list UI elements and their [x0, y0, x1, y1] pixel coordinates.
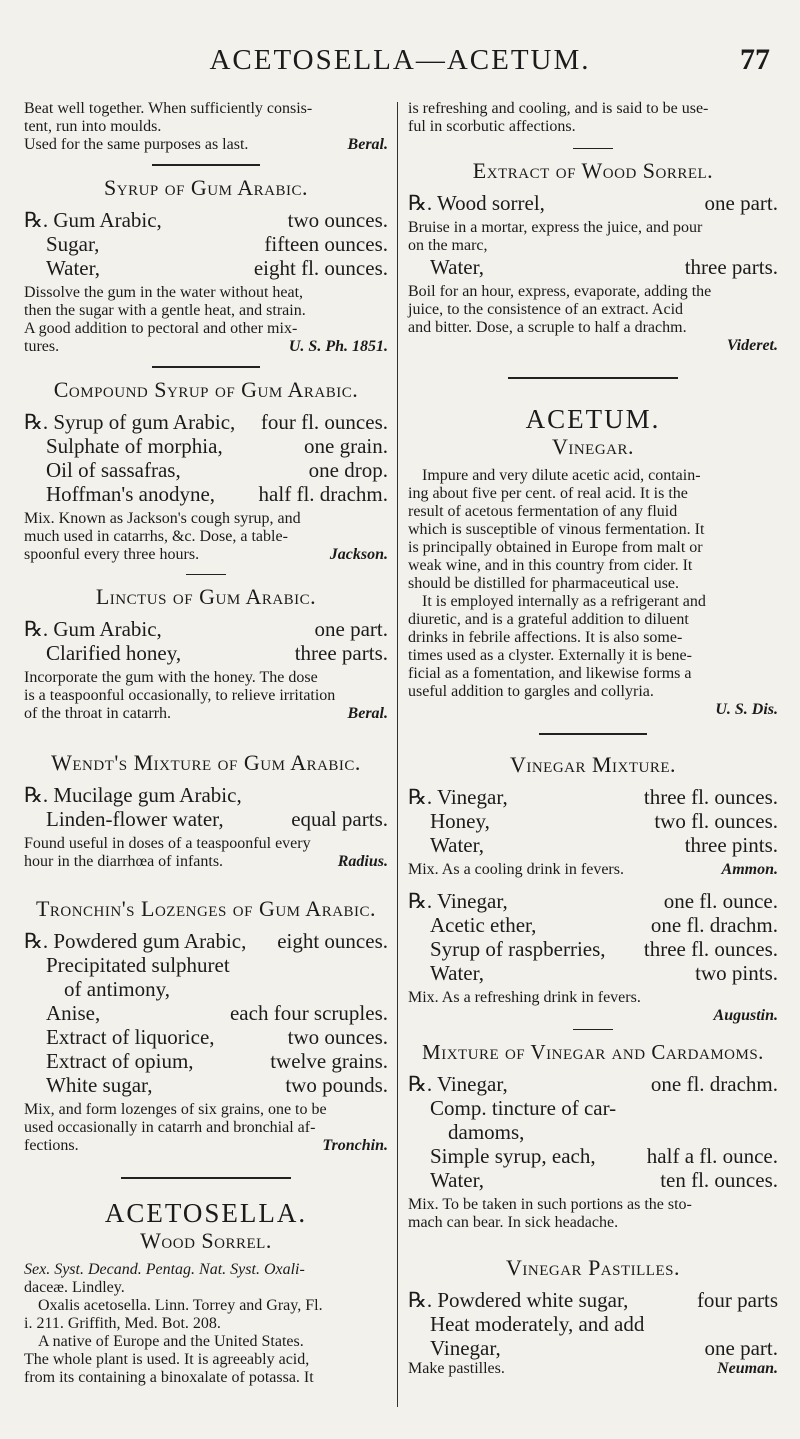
note-with-attribution	[24, 1137, 388, 1155]
recipe-title: Vinegar Pastilles.	[506, 1255, 680, 1280]
text-line: fections.	[24, 1137, 79, 1154]
recipe-notes	[408, 1196, 778, 1232]
ingredient-amount: half fl. drachm.	[258, 482, 388, 506]
recipe-vinegar-cardamoms	[408, 1040, 778, 1232]
ingredient-line	[24, 1001, 388, 1025]
ingredient-amount: four parts	[696, 1288, 778, 1312]
ingredient-amount: twelve grains.	[270, 1049, 388, 1073]
entry-subtitle: Vinegar.	[551, 434, 635, 459]
ingredient-amount: ten fl. ounces.	[660, 1168, 778, 1192]
attribution: Radius.	[337, 853, 388, 870]
text-line: is principally obtained in Europe from malt or	[408, 539, 703, 556]
running-header	[0, 36, 800, 84]
attribution: Beral.	[347, 705, 388, 722]
note-with-attribution	[24, 546, 388, 564]
text-line: on the marc,	[408, 237, 488, 254]
attribution-line	[408, 337, 778, 355]
ingredient-line	[408, 913, 778, 937]
ingredient-amount: eight ounces.	[277, 929, 388, 953]
ingredient-name: ℞. Mucilage gum Arabic,	[24, 783, 242, 807]
text-line: Mix. As a cooling drink in fevers.	[408, 861, 624, 878]
ingredient-line	[408, 1336, 778, 1360]
ingredient-amount: one grain.	[304, 434, 388, 458]
left-column	[24, 100, 388, 1387]
text-line: result of acetous fermentation of any fluid	[408, 503, 678, 520]
text-line: Dissolve the gum in the water without heat,	[24, 284, 304, 301]
entry-acetum	[408, 404, 778, 719]
text-line: used occasionally in catarrh and bronchial af-	[24, 1119, 316, 1136]
ingredient-name: ℞. Vinegar,	[408, 1072, 508, 1096]
section-rule	[152, 164, 260, 166]
ingredient-line	[408, 1072, 778, 1096]
ingredient-line	[24, 208, 388, 232]
ingredient-amount: three parts.	[294, 641, 388, 665]
recipe-wendt-mixture	[24, 751, 388, 871]
recipe-title: Linctus of Gum Arabic.	[95, 584, 317, 609]
ingredient-line	[408, 889, 778, 913]
ingredient-amount: equal parts.	[291, 807, 388, 831]
note-with-attribution	[24, 136, 388, 154]
ingredient-name: Simple syrup, each,	[430, 1144, 596, 1168]
ingredient-line	[408, 937, 778, 961]
section-rule	[152, 366, 260, 368]
ingredient-line	[408, 1288, 778, 1312]
ingredient-name: Extract of opium,	[46, 1049, 194, 1073]
ingredient-name: of antimony,	[64, 977, 170, 1001]
ingredient-amount: two ounces.	[287, 1025, 388, 1049]
note-with-attribution	[408, 1360, 778, 1378]
ingredient-amount: eight fl. ounces.	[253, 256, 388, 280]
text-line: hour in the diarrhœa of infants.	[24, 853, 224, 870]
ingredient-line	[24, 434, 388, 458]
text-line: juice, to the consistence of an extract. Acid	[408, 301, 684, 318]
ingredient-line	[24, 617, 388, 641]
text-line: mach can bear. In sick headache.	[408, 1214, 619, 1231]
attribution: U. S. Ph. 1851.	[288, 338, 388, 355]
ingredient-line	[408, 833, 778, 857]
ingredient-amount: one fl. drachm.	[650, 913, 778, 937]
attribution: Tronchin.	[322, 1137, 388, 1154]
ingredient-name: Water,	[430, 961, 485, 985]
ingredient-name: damoms,	[448, 1120, 525, 1144]
ingredient-line	[24, 482, 388, 506]
ingredient-amount: fifteen ounces.	[264, 232, 388, 256]
recipe-title: Wendt's Mixture of Gum Arabic.	[51, 750, 361, 775]
recipe-title: Extract of Wood Sorrel.	[472, 158, 714, 183]
section-rule	[186, 574, 226, 575]
attribution: U. S. Dis.	[715, 701, 778, 718]
ingredient-name: ℞. Powdered gum Arabic,	[24, 929, 247, 953]
text-line: drinks in febrile affections. It is also some-	[408, 629, 683, 646]
ingredient-name: Water,	[430, 255, 485, 279]
right-column	[408, 100, 778, 1378]
ingredient-line	[408, 255, 778, 279]
ingredient-name: ℞. Vinegar,	[408, 785, 508, 809]
text-line: useful addition to gargles and collyria.	[408, 683, 654, 700]
section-rule	[573, 1029, 613, 1030]
recipe-notes	[408, 219, 778, 255]
text-line: Oxalis acetosella. Linn. Torrey and Gray, Fl.	[38, 1297, 323, 1314]
attribution: Augustin.	[713, 1007, 778, 1024]
intro-text	[408, 100, 778, 136]
ingredient-amount: one fl. ounce.	[663, 889, 778, 913]
ingredient-line	[408, 1144, 778, 1168]
ingredient-name: Anise,	[46, 1001, 101, 1025]
attribution: Ammon.	[721, 861, 778, 878]
recipe-compound-syrup	[24, 378, 388, 564]
ingredient-amount: two fl. ounces.	[654, 809, 778, 833]
text-line: Mix. To be taken in such portions as the sto-	[408, 1196, 692, 1213]
ingredient-amount: two pounds.	[285, 1073, 388, 1097]
ingredient-line	[24, 1049, 388, 1073]
section-rule	[539, 733, 647, 735]
ingredient-name: Comp. tincture of car-	[430, 1096, 617, 1120]
ingredient-name: Sugar,	[46, 232, 100, 256]
ingredient-name: ℞. Syrup of gum Arabic,	[24, 410, 236, 434]
ingredient-amount: two pints.	[695, 961, 778, 985]
ingredient-amount: three pints.	[684, 833, 778, 857]
recipe-notes	[24, 510, 388, 564]
recipe-vinegar-pastilles	[408, 1256, 778, 1378]
recipe-notes	[24, 835, 388, 871]
recipe-title: Mixture of Vinegar and Cardamoms.	[422, 1040, 764, 1064]
ingredient-name: ℞. Vinegar,	[408, 889, 508, 913]
recipe-notes	[24, 669, 388, 723]
ingredient-name: Honey,	[430, 809, 490, 833]
ingredient-amount: half a fl. ounce.	[646, 1144, 778, 1168]
entry-subtitle: Wood Sorrel.	[140, 1228, 272, 1253]
text-line: Sex. Syst. Decand. Pentag. Nat. Syst. Oxali-	[24, 1261, 305, 1278]
text-line: weak wine, and in this country from cider. It	[408, 557, 693, 574]
note-with-attribution	[24, 338, 388, 356]
ingredient-line	[408, 191, 778, 215]
ingredient-name: ℞. Gum Arabic,	[24, 208, 162, 232]
note-with-attribution	[24, 705, 388, 723]
ingredient-amount: one part.	[704, 1336, 778, 1360]
ingredient-name: Vinegar,	[430, 1336, 501, 1360]
ingredient-name: Oil of sassafras,	[46, 458, 181, 482]
text-line: Found useful in doses of a teaspoonful every	[24, 835, 311, 852]
recipe-title: Vinegar Mixture.	[509, 752, 677, 777]
attribution-line	[408, 701, 778, 719]
column-divider	[397, 102, 398, 1407]
text-line: Incorporate the gum with the honey. The dose	[24, 669, 318, 686]
text-line: of the throat in catarrh.	[24, 705, 172, 722]
ingredient-line	[24, 783, 388, 807]
text-line: spoonful every three hours.	[24, 546, 200, 563]
ingredient-name: Sulphate of morphia,	[46, 434, 223, 458]
note-with-attribution	[408, 861, 778, 879]
text-line: daceæ. Lindley.	[24, 1279, 125, 1296]
recipe-extract-wood-sorrel	[408, 159, 778, 355]
recipe-linctus	[24, 585, 388, 723]
text-line: and bitter. Dose, a scruple to half a drachm.	[408, 319, 687, 336]
ingredient-line	[24, 641, 388, 665]
ingredient-line	[24, 1073, 388, 1097]
ingredient-amount: one drop.	[308, 458, 388, 482]
ingredient-line	[24, 410, 388, 434]
ingredient-name: White sugar,	[46, 1073, 153, 1097]
ingredient-name: Heat moderately, and add	[430, 1312, 645, 1336]
ingredient-line	[24, 953, 388, 977]
text-line: Boil for an hour, express, evaporate, adding the	[408, 283, 712, 300]
ingredient-name: Clarified honey,	[46, 641, 182, 665]
ingredient-line	[24, 256, 388, 280]
text-line: is refreshing and cooling, and is said to be use-	[408, 100, 709, 117]
recipe-syrup-gum-arabic	[24, 176, 388, 356]
recipe-title: Tronchin's Lozenges of Gum Arabic.	[35, 896, 377, 921]
text-line: A good addition to pectoral and other mix-	[24, 320, 298, 337]
text-line: tent, run into moulds.	[24, 118, 162, 135]
ingredient-line	[408, 1120, 778, 1144]
page-number: 77	[740, 43, 770, 76]
ingredient-line	[408, 1168, 778, 1192]
ingredient-amount: two ounces.	[287, 208, 388, 232]
text-line: from its containing a binoxalate of potassa. It	[24, 1369, 314, 1386]
recipe-notes	[24, 284, 388, 356]
ingredient-line	[24, 977, 388, 1001]
ingredient-line	[24, 1025, 388, 1049]
text-line: Beat well together. When sufficiently consis-	[24, 100, 313, 117]
ingredient-line	[24, 929, 388, 953]
text-line: much used in catarrhs, &c. Dose, a table-	[24, 528, 288, 545]
text-line: Impure and very dilute acetic acid, contain-	[422, 467, 701, 484]
text-line: It is employed internally as a refrigerant and	[422, 593, 706, 610]
text-line: Mix. Known as Jackson's cough syrup, and	[24, 510, 301, 527]
recipe-title: Compound Syrup of Gum Arabic.	[53, 377, 359, 402]
intro-text	[24, 100, 388, 154]
ingredient-name: Water,	[430, 1168, 485, 1192]
text-line: The whole plant is used. It is agreeably acid,	[24, 1351, 310, 1368]
ingredient-line	[408, 1312, 778, 1336]
text-line: Used for the same purposes as last.	[24, 136, 249, 153]
ingredient-line	[408, 1096, 778, 1120]
ingredient-amount: each four scruples.	[229, 1001, 388, 1025]
section-rule	[121, 1177, 291, 1179]
ingredient-name: Acetic ether,	[430, 913, 537, 937]
ingredient-name: ℞. Wood sorrel,	[408, 191, 545, 215]
text-line: Mix, and form lozenges of six grains, one to be	[24, 1101, 327, 1118]
ingredient-name: Water,	[46, 256, 101, 280]
recipe-notes	[408, 989, 778, 1025]
ingredient-amount: one fl. drachm.	[650, 1072, 778, 1096]
recipe-tronchin-lozenges	[24, 897, 388, 1155]
attribution: Beral.	[347, 136, 388, 153]
ingredient-line	[24, 232, 388, 256]
ingredient-amount: three fl. ounces.	[643, 785, 778, 809]
text-line: ficial as a fomentation, and likewise forms a	[408, 665, 692, 682]
section-rule	[573, 148, 613, 149]
ingredient-amount: four fl. ounces.	[260, 410, 388, 434]
entry-title: ACETUM.	[525, 404, 661, 434]
recipe-notes	[24, 1101, 388, 1155]
text-line: times used as a clyster. Externally it is bene-	[408, 647, 692, 664]
entry-title: ACETOSELLA.	[104, 1198, 308, 1228]
ingredient-amount: one part.	[704, 191, 778, 215]
attribution-line	[408, 1007, 778, 1025]
recipe-title: Syrup of Gum Arabic.	[104, 175, 308, 200]
ingredient-name: Syrup of raspberries,	[430, 937, 606, 961]
attribution: Jackson.	[329, 546, 388, 563]
entry-text	[408, 467, 778, 719]
ingredient-line	[408, 809, 778, 833]
text-line: ful in scorbutic affections.	[408, 118, 576, 135]
text-line: is a teaspoonful occasionally, to relieve irritation	[24, 687, 336, 704]
ingredient-line	[408, 785, 778, 809]
text-line: Bruise in a mortar, express the juice, and pour	[408, 219, 703, 236]
ingredient-amount: one part.	[314, 617, 388, 641]
text-line: should be distilled for pharmaceutical use.	[408, 575, 680, 592]
ingredient-name: ℞. Gum Arabic,	[24, 617, 162, 641]
ingredient-line	[24, 807, 388, 831]
ingredient-name: Precipitated sulphuret	[46, 953, 230, 977]
text-line: diuretic, and is a grateful addition to diluent	[408, 611, 689, 628]
ingredient-name: Hoffman's anodyne,	[46, 482, 216, 506]
entry-acetosella	[24, 1198, 388, 1387]
ingredient-name: Linden-flower water,	[46, 807, 224, 831]
ingredient-line	[408, 961, 778, 985]
attribution: Neuman.	[717, 1360, 778, 1377]
ingredient-amount: three fl. ounces.	[643, 937, 778, 961]
ingredient-name: ℞. Powdered white sugar,	[408, 1288, 629, 1312]
recipe-notes	[408, 283, 778, 355]
text-line: Make pastilles.	[408, 1360, 505, 1377]
ingredient-amount: three parts.	[684, 255, 778, 279]
ingredient-name: Water,	[430, 833, 485, 857]
text-line: A native of Europe and the United States.	[38, 1333, 304, 1350]
text-line: i. 211. Griffith, Med. Bot. 208.	[24, 1315, 221, 1332]
recipe-vinegar-mixture	[408, 753, 778, 1025]
text-line: tures.	[24, 338, 60, 355]
running-title: ACETOSELLA—ACETUM.	[209, 44, 591, 76]
entry-text	[24, 1261, 388, 1387]
text-line: then the sugar with a gentle heat, and strain.	[24, 302, 306, 319]
attribution: Videret.	[726, 337, 778, 354]
note-with-attribution	[24, 853, 388, 871]
text-line: Mix. As a refreshing drink in fevers.	[408, 989, 641, 1006]
text-line: ing about five per cent. of real acid. It is the	[408, 485, 688, 502]
text-line: which is susceptible of vinous fermentation. It	[408, 521, 705, 538]
ingredient-line	[24, 458, 388, 482]
ingredient-name: Extract of liquorice,	[46, 1025, 215, 1049]
section-rule	[508, 377, 678, 379]
